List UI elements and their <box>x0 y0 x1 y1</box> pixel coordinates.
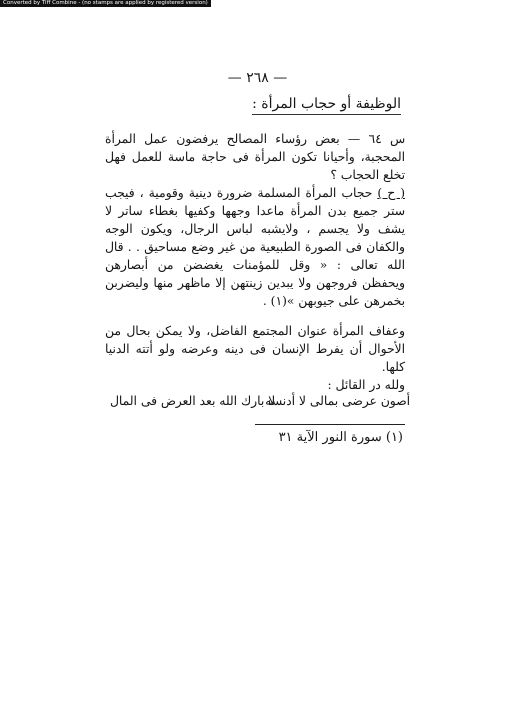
question-paragraph: س ٦٤ — بعض رؤساء المصالح يرفضون عمل المرأة المحجبة، وأحيانا تكون المرأة فى حاجة ماسة للعمل فهل تخلع الحجاب ؟ <box>105 132 405 182</box>
verse-first-hemistich: أصون عرضى بمالى لا أدنسه <box>265 394 410 408</box>
closing-text: وعفاف المرأة عنوان المجتمع الفاضل، ولا يمكن بحال من الأحوال أن يفرط الإنسان فى دينه وعرضه ولو أتته الدنيا كلها. <box>105 324 405 374</box>
footnote: (١) سورة النور الآية ٣١ <box>278 430 403 445</box>
section-heading: الوظيفة أو حجاب المرأة : <box>252 96 401 115</box>
answer-label: ( ح ) <box>377 186 405 200</box>
verse-second-hemistich: لا بارك الله بعد العرض فى المال <box>110 394 276 408</box>
closing-paragraph <box>105 322 405 394</box>
footnote-divider <box>255 424 405 425</box>
closing-intro: ولله در القائل : <box>327 378 405 392</box>
answer-text: حجاب المرأة المسلمة ضرورة دينية وقومية ، فيجب ستر جميع بدن المرأة ماعدا وجهها وكفيها بغطاء ساتر لا يشف ولا يجسم ، ولايشبه لباس الرجال، ويكون الوجه والكفان فى الصورة الطبيعية من غير وضع مساحيق . . قال الله تعالى : « وقل للمؤمنات يغضضن من أبصارهن ويحفظن فروجهن ولا يبدين زينتهن إلا ماظهر منها وليضربن بخمرهن على جيوبهن »(١) . <box>105 186 405 308</box>
conversion-banner: Converted by Tiff Combine - (no stamps are applied by registered version) <box>0 0 211 7</box>
page-number: — ٢٦٨ — <box>227 70 288 86</box>
answer-paragraph <box>105 184 405 310</box>
